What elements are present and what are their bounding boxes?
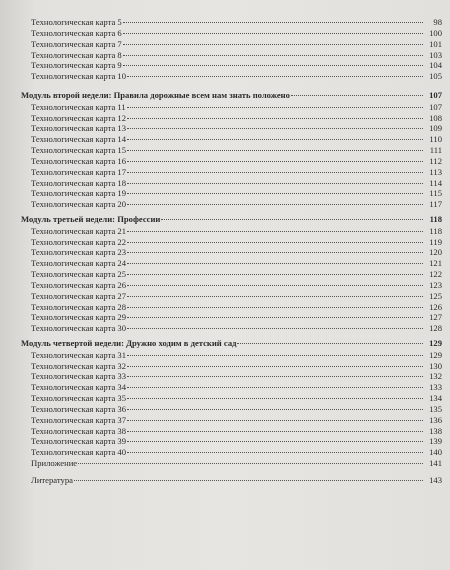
dot-leader — [127, 307, 423, 308]
toc-page-number: 107 — [429, 101, 442, 112]
toc-entry-title: Технологическая карта 33 — [31, 371, 126, 382]
toc-page-number: 143 — [429, 475, 442, 485]
toc-page-number: 113 — [429, 166, 442, 177]
toc-entry-title: Технологическая карта 26 — [31, 279, 126, 290]
dot-leader — [127, 355, 423, 356]
toc-entry — [20, 17, 442, 28]
toc-entry — [20, 39, 442, 50]
dot-leader — [127, 296, 423, 297]
dot-leader — [127, 263, 423, 264]
toc-page-number: 123 — [429, 279, 442, 290]
toc-page-number: 104 — [429, 60, 442, 71]
dot-leader — [127, 128, 423, 129]
toc-entry-title: Модуль третьей недели: Профессии — [21, 214, 161, 225]
toc-entry-title: Технологическая карта 37 — [31, 414, 126, 425]
toc-entry-title: Технологическая карта 21 — [31, 225, 126, 236]
toc-page-number: 127 — [429, 312, 442, 323]
toc-page-number: 132 — [429, 371, 442, 382]
toc-entry — [20, 237, 442, 248]
toc-page-number: 122 — [429, 269, 442, 280]
toc-entry-title: Модуль четвертой недели: Дружно ходим в детский сад — [21, 338, 237, 349]
toc-entry-title: Технологическая карта 20 — [31, 199, 126, 210]
toc-page-number: 118 — [429, 214, 442, 225]
toc-section-heading — [20, 337, 442, 350]
toc-page-number: 109 — [429, 123, 442, 134]
toc-entry — [20, 371, 442, 382]
toc-entry-title: Технологическая карта 16 — [31, 155, 126, 166]
toc-page-number: 114 — [429, 177, 442, 188]
toc-entry-title: Технологическая карта 13 — [31, 123, 126, 134]
dot-leader — [123, 22, 423, 23]
toc-page-number: 120 — [429, 247, 442, 258]
toc-entry — [20, 393, 442, 404]
table-of-contents — [20, 17, 442, 486]
toc-entry — [20, 258, 442, 269]
toc-entry-title: Технологическая карта 7 — [31, 38, 122, 49]
dot-leader — [127, 150, 423, 151]
dot-leader — [127, 398, 423, 399]
toc-page-number: 118 — [429, 225, 442, 236]
toc-entry-title: Технологическая карта 39 — [31, 436, 126, 447]
dot-leader — [123, 33, 423, 34]
toc-section-heading — [20, 213, 442, 226]
dot-leader — [291, 95, 423, 96]
dot-leader — [127, 366, 423, 367]
toc-entry — [20, 280, 442, 291]
toc-page-number: 125 — [429, 290, 442, 301]
dot-leader — [127, 376, 423, 377]
toc-entry-title: Технологическая карта 30 — [31, 323, 126, 334]
toc-page-number: 129 — [429, 338, 442, 349]
toc-entry — [20, 312, 442, 323]
toc-entry — [20, 415, 442, 426]
dot-leader — [127, 387, 423, 388]
dot-leader — [127, 431, 423, 432]
dot-leader — [127, 107, 423, 108]
toc-top-level-entry — [20, 458, 442, 469]
toc-entry — [20, 123, 442, 134]
dot-leader — [127, 285, 423, 286]
toc-entry-title: Технологическая карта 10 — [31, 71, 126, 82]
toc-entry-title: Технологическая карта 32 — [31, 360, 126, 371]
toc-entry — [20, 226, 442, 237]
toc-page-number: 108 — [429, 112, 442, 123]
toc-entry — [20, 145, 442, 156]
dot-leader — [127, 139, 423, 140]
dot-leader — [237, 343, 423, 344]
toc-page-number: 133 — [429, 382, 442, 393]
toc-entry — [20, 247, 442, 258]
dot-leader — [78, 463, 423, 464]
toc-entry — [20, 102, 442, 113]
toc-entry-title: Технологическая карта 14 — [31, 134, 126, 145]
dot-leader — [127, 231, 423, 232]
toc-page-number: 138 — [429, 425, 442, 436]
toc-entry — [20, 350, 442, 361]
dot-leader — [127, 441, 423, 442]
toc-entry-title: Технологическая карта 15 — [31, 145, 126, 156]
toc-entry — [20, 28, 442, 39]
dot-leader — [127, 452, 423, 453]
dot-leader — [127, 274, 423, 275]
toc-page-number: 134 — [429, 393, 442, 404]
toc-entry — [20, 361, 442, 372]
toc-page-number: 135 — [429, 403, 442, 414]
toc-page-number: 139 — [429, 436, 442, 447]
dot-leader — [127, 161, 423, 162]
toc-entry — [20, 426, 442, 437]
toc-entry-title: Технологическая карта 27 — [31, 290, 126, 301]
toc-page-number: 130 — [429, 360, 442, 371]
toc-page-number: 119 — [429, 236, 442, 247]
toc-entry — [20, 436, 442, 447]
toc-entry-title: Литература — [31, 475, 73, 485]
dot-leader — [127, 76, 423, 77]
dot-leader — [127, 204, 423, 205]
toc-entry-title: Технологическая карта 24 — [31, 258, 126, 269]
toc-entry-title: Технологическая карта 28 — [31, 301, 126, 312]
toc-section-heading — [20, 89, 442, 102]
dot-leader — [161, 219, 423, 220]
toc-page-number: 117 — [429, 199, 442, 210]
toc-entry — [20, 199, 442, 210]
toc-page-number: 121 — [429, 258, 442, 269]
dot-leader — [127, 317, 423, 318]
toc-entry-title: Технологическая карта 25 — [31, 269, 126, 280]
toc-entry-title: Технологическая карта 11 — [31, 101, 126, 112]
toc-entry — [20, 323, 442, 334]
dot-leader — [127, 242, 423, 243]
toc-page-number: 141 — [429, 458, 442, 469]
toc-page-number: 107 — [429, 90, 442, 101]
toc-entry-title: Технологическая карта 35 — [31, 393, 126, 404]
toc-entry-title: Технологическая карта 12 — [31, 112, 126, 123]
dot-leader — [127, 183, 423, 184]
toc-entry-title: Приложение — [31, 458, 78, 469]
toc-entry — [20, 156, 442, 167]
dot-leader — [127, 118, 423, 119]
toc-entry — [20, 134, 442, 145]
toc-entry — [20, 60, 442, 71]
toc-entry-title: Технологическая карта 29 — [31, 312, 126, 323]
toc-entry — [20, 71, 442, 82]
toc-entry-title: Технологическая карта 17 — [31, 166, 126, 177]
dot-leader — [127, 193, 423, 194]
toc-entry — [20, 113, 442, 124]
toc-entry — [20, 291, 442, 302]
toc-entry-title: Технологическая карта 22 — [31, 236, 126, 247]
toc-page-number: 105 — [429, 71, 442, 82]
toc-entry-title: Технологическая карта 9 — [31, 60, 122, 71]
dot-leader — [127, 252, 423, 253]
toc-page-number: 126 — [429, 301, 442, 312]
toc-entry-title: Технологическая карта 23 — [31, 247, 126, 258]
toc-page-number: 128 — [429, 323, 442, 334]
toc-page-number: 100 — [429, 27, 442, 38]
toc-entry — [20, 382, 442, 393]
dot-leader — [123, 55, 423, 56]
toc-page-number: 110 — [429, 134, 442, 145]
toc-page-number: 112 — [429, 155, 442, 166]
toc-top-level-entry — [20, 475, 442, 486]
toc-entry-title: Технологическая карта 5 — [31, 17, 122, 27]
dot-leader — [74, 480, 423, 481]
toc-entry-title: Технологическая карта 36 — [31, 403, 126, 414]
toc-entry — [20, 188, 442, 199]
dot-leader — [123, 44, 423, 45]
toc-entry-title: Технологическая карта 38 — [31, 425, 126, 436]
dot-leader — [127, 328, 423, 329]
toc-entry-title: Технологическая карта 19 — [31, 188, 126, 199]
toc-entry — [20, 447, 442, 458]
toc-entry — [20, 50, 442, 61]
toc-entry-title: Технологическая карта 40 — [31, 447, 126, 458]
toc-entry — [20, 269, 442, 280]
toc-entry-title: Технологическая карта 6 — [31, 27, 122, 38]
toc-entry-title: Технологическая карта 34 — [31, 382, 126, 393]
dot-leader — [127, 409, 423, 410]
dot-leader — [127, 420, 423, 421]
toc-entry — [20, 167, 442, 178]
dot-leader — [123, 65, 423, 66]
toc-page-number: 129 — [429, 349, 442, 360]
toc-entry — [20, 404, 442, 415]
toc-page-number: 115 — [429, 188, 442, 199]
toc-entry-title: Технологическая карта 8 — [31, 49, 122, 60]
toc-entry-title: Технологическая карта 18 — [31, 177, 126, 188]
toc-entry-title: Модуль второй недели: Правила дорожные всем нам знать положено — [21, 90, 290, 101]
dot-leader — [127, 172, 423, 173]
toc-page-number: 103 — [429, 49, 442, 60]
toc-page-number: 98 — [433, 17, 442, 27]
toc-page-number: 140 — [429, 447, 442, 458]
toc-entry — [20, 178, 442, 189]
toc-page-number: 136 — [429, 414, 442, 425]
toc-page-number: 111 — [429, 145, 442, 156]
toc-page-number: 101 — [429, 38, 442, 49]
toc-entry-title: Технологическая карта 31 — [31, 349, 126, 360]
toc-entry — [20, 302, 442, 313]
